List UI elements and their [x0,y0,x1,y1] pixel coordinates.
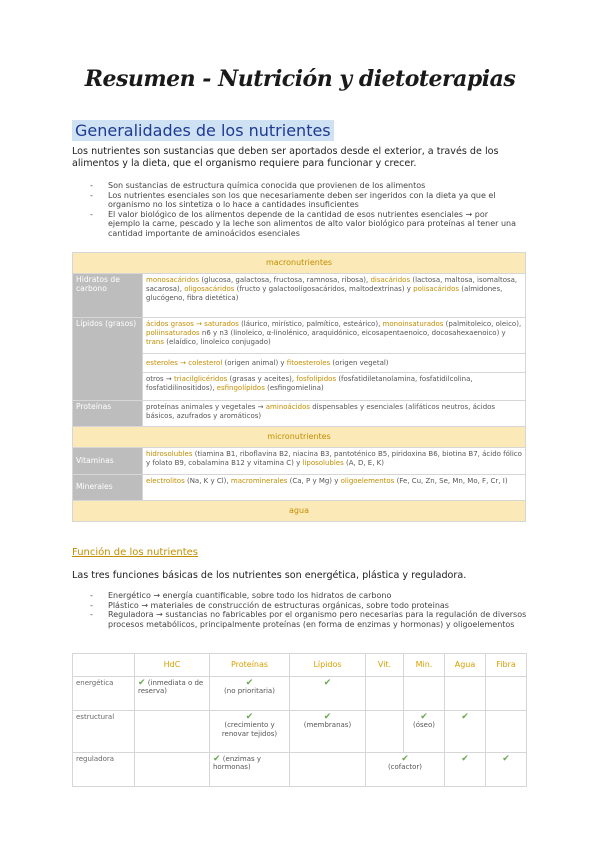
column-header [73,654,135,677]
table-cell [135,753,210,787]
list-item: - Reguladora → sustancias no fabricables por el organismo pero necesarias para la regulación de diversos procesos metabólicos, principalmente proteínas (en forma de enzimas y hormonas) y oligoelementos [90,610,530,629]
check-icon: ✔ [245,678,254,688]
table-cell [445,711,486,753]
section-heading-generalidades: Generalidades de los nutrientes [72,120,334,141]
table-cell [486,677,527,711]
row-label: energética [73,677,135,711]
table-row [73,677,527,711]
check-icon: ✔ [502,754,510,764]
micronutrients-header: micronutrientes [73,427,526,448]
column-header: HdC [135,654,210,677]
lipidos-acidos-cell: ácidos grasos → saturados (láurico, mirístico, palmítico, esteárico), monoinsaturados (palmitoleico, oleico), poliinsaturados n6 y n3 (linoleico, α-linolénico, araquidónico, eicosapentaenoico, docosahexaenoico) y trans (elaídico, linoleico conjugado) [143,318,526,354]
macronutrients-header: macronutrientes [73,253,526,274]
vitaminas-cell: hidrosolubles (tiamina B1, riboflavina B2, niacina B3, pantoténico B5, piridoxina B6, biotina B7, ácido fólico y folato B9, cobalamina B12 y vitamina C) y liposolubles (A, D, E, K) [143,448,526,475]
check-icon: ✔ [401,754,409,764]
row-label-proteinas: Proteínas [73,401,143,427]
list-item: - Los nutrientes esenciales son los que necesariamente deben ser ingeridos con la dieta ya que el organismo no los sintetiza o lo hace a cantidades insuficientes [90,191,520,210]
table-cell [486,711,527,753]
generalidades-list [90,181,520,239]
table-cell: ✔ (membranas) [290,711,366,753]
table-cell [366,711,404,753]
row-label: reguladora [73,753,135,787]
function-table [72,653,527,787]
minerales-cell: electrolitos (Na, K y Cl), macrominerales (Ca, P y Mg) y oligoelementos (Fe, Cu, Zn, Se, Mn, Mo, F, Cr, I) [143,475,526,501]
check-icon: ✔ [461,754,469,764]
column-header: Fibra [486,654,527,677]
table-row [73,318,526,354]
check-icon: ✔ [323,678,332,688]
funcion-intro: Las tres funciones básicas de los nutrientes son energética, plástica y reguladora. [72,570,467,581]
table-cell [486,753,527,787]
table-cell [445,677,486,711]
check-icon: ✔ [245,712,254,722]
check-icon: ✔ [420,712,428,722]
column-header: Lípidos [290,654,366,677]
table-cell [290,677,366,711]
column-header: Min. [404,654,445,677]
check-icon: ✔ [323,712,332,722]
table-cell: ✔ (inmediata o de reserva) [135,677,210,711]
table-cell [445,753,486,787]
table-cell: ✔ (cofactor) [366,753,445,787]
check-icon: ✔ [461,712,469,722]
water-header: agua [73,501,526,522]
lipidos-otros-cell: otros → triacilglicéridos (grasas y aceites), fosfolípidos (fosfatidiletanolamina, fosfatidilcolina, fosfatidilinositidos), esfingolípidos (esfingomielina) [143,373,526,401]
column-header: Vit. [366,654,404,677]
table-row [73,274,526,318]
table-cell: ✔ (óseo) [404,711,445,753]
table-cell [135,711,210,753]
table-header-row [73,654,527,677]
list-item: - Son sustancias de estructura química conocida que provienen de los alimentos [90,181,520,191]
section-heading-funcion: Función de los nutrientes [72,547,199,558]
table-cell [290,753,366,787]
check-icon: ✔ [138,678,146,688]
funcion-list [90,591,530,629]
table-cell: ✔ (crecimiento y renovar tejidos) [210,711,290,753]
list-item: - El valor biológico de los alimentos depende de la cantidad de esos nutrientes esenciales → por ejemplo la carne, pescado y la leche son alimentos de alto valor biológico para proteínas al tener una cantidad importante de aminoácidos esenciales [90,210,520,239]
column-header: Agua [445,654,486,677]
lipidos-esteroles-cell: esteroles → colesterol (origen animal) y fitoesteroles (origen vegetal) [143,354,526,373]
row-label: estructural [73,711,135,753]
row-label-vitaminas: Vitaminas [73,448,143,475]
table-row [73,401,526,427]
table-row [73,448,526,475]
table-cell [366,677,404,711]
nutrients-table [72,252,526,522]
table-row [73,711,527,753]
proteinas-cell: proteínas animales y vegetales → aminoácidos dispensables y esenciales (alifáticos neutros, ácidos básicos, azufrados y aromáticos) [143,401,526,427]
table-row [73,475,526,501]
intro-paragraph: Los nutrientes son sustancias que deben ser aportados desde el exterior, a través de los alimentos y la dieta, que el organismo requiere para funcionar y crecer. [72,146,499,169]
page-title: Resumen - Nutrición y dietoterapias [84,66,516,92]
table-row [73,753,527,787]
table-cell [404,677,445,711]
row-label-minerales: Minerales [73,475,143,501]
row-label-hidratos: Hidratos de carbono [73,274,143,318]
column-header: Proteínas [210,654,290,677]
list-item: - Plástico → materiales de construcción de estructuras orgánicas, sobre todo proteinas [90,601,530,611]
row-label-lipidos: Lípidos (grasos) [73,318,143,401]
table-cell: ✔ (no prioritaria) [210,677,290,711]
list-item: - Energético → energía cuantificable, sobre todo los hidratos de carbono [90,591,530,601]
check-icon: ✔ [213,754,221,764]
table-cell: ✔ (enzimas y hormonas) [210,753,290,787]
hidratos-cell: monosacáridos (glucosa, galactosa, fructosa, ramnosa, ribosa), disacáridos (lactosa, maltosa, isomaltosa, sacarosa), oligosacáridos (fructo y galactooligosacáridos, maltodextrinas) y polisacáridos (almidones, glucógeno, fibra dietética) [143,274,526,318]
